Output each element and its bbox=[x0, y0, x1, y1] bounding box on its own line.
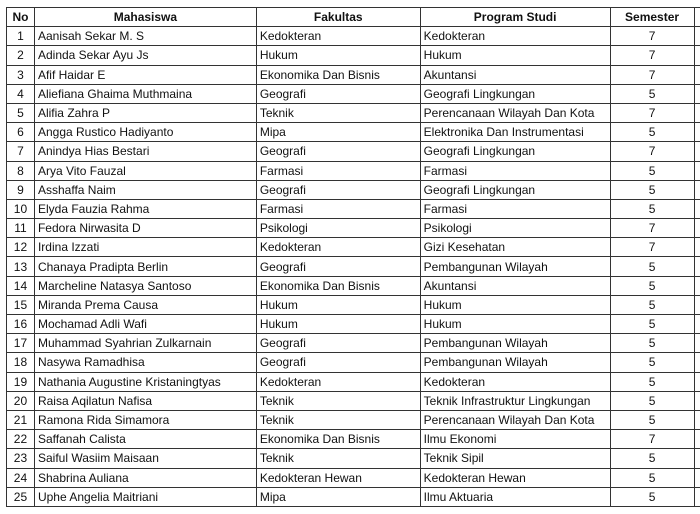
cell-no: 4 bbox=[7, 84, 35, 103]
cell-fakultas: Geografi bbox=[256, 353, 420, 372]
cell-extra bbox=[694, 487, 700, 506]
cell-program-studi: Ilmu Aktuaria bbox=[420, 487, 610, 506]
cell-program-studi: Elektronika Dan Instrumentasi bbox=[420, 123, 610, 142]
cell-mahasiswa: Ramona Rida Simamora bbox=[34, 410, 256, 429]
table-row bbox=[7, 103, 700, 122]
table-row bbox=[7, 334, 700, 353]
cell-mahasiswa: Mochamad Adli Wafi bbox=[34, 315, 256, 334]
cell-fakultas: Teknik bbox=[256, 410, 420, 429]
cell-fakultas: Geografi bbox=[256, 257, 420, 276]
cell-extra bbox=[694, 430, 700, 449]
cell-fakultas: Ekonomika Dan Bisnis bbox=[256, 65, 420, 84]
cell-semester: 5 bbox=[610, 180, 694, 199]
cell-extra bbox=[694, 372, 700, 391]
cell-program-studi: Geografi Lingkungan bbox=[420, 180, 610, 199]
cell-semester: 5 bbox=[610, 84, 694, 103]
table-row bbox=[7, 161, 700, 180]
header-fakultas: Fakultas bbox=[256, 8, 420, 27]
cell-program-studi: Pembangunan Wilayah bbox=[420, 257, 610, 276]
cell-semester: 5 bbox=[610, 372, 694, 391]
cell-fakultas: Mipa bbox=[256, 123, 420, 142]
cell-fakultas: Ekonomika Dan Bisnis bbox=[256, 276, 420, 295]
cell-fakultas: Farmasi bbox=[256, 161, 420, 180]
cell-mahasiswa: Nasywa Ramadhisa bbox=[34, 353, 256, 372]
cell-extra bbox=[694, 410, 700, 429]
cell-mahasiswa: Arya Vito Fauzal bbox=[34, 161, 256, 180]
cell-extra bbox=[694, 468, 700, 487]
cell-program-studi: Farmasi bbox=[420, 161, 610, 180]
cell-fakultas: Kedokteran bbox=[256, 27, 420, 46]
cell-semester: 7 bbox=[610, 142, 694, 161]
header-program-studi: Program Studi bbox=[420, 8, 610, 27]
cell-mahasiswa: Adinda Sekar Ayu Js bbox=[34, 46, 256, 65]
cell-extra bbox=[694, 103, 700, 122]
header-semester: Semester bbox=[610, 8, 694, 27]
cell-mahasiswa: Miranda Prema Causa bbox=[34, 295, 256, 314]
cell-mahasiswa: Uphe Angelia Maitriani bbox=[34, 487, 256, 506]
cell-program-studi: Kedokteran bbox=[420, 27, 610, 46]
cell-semester: 5 bbox=[610, 276, 694, 295]
cell-program-studi: Ilmu Ekonomi bbox=[420, 430, 610, 449]
cell-mahasiswa: Aanisah Sekar M. S bbox=[34, 27, 256, 46]
table-row bbox=[7, 295, 700, 314]
table-row bbox=[7, 468, 700, 487]
cell-program-studi: Hukum bbox=[420, 295, 610, 314]
cell-mahasiswa: Shabrina Auliana bbox=[34, 468, 256, 487]
cell-no: 5 bbox=[7, 103, 35, 122]
cell-semester: 5 bbox=[610, 257, 694, 276]
cell-mahasiswa: Alifia Zahra P bbox=[34, 103, 256, 122]
cell-program-studi: Teknik Infrastruktur Lingkungan bbox=[420, 391, 610, 410]
cell-mahasiswa: Afif Haidar E bbox=[34, 65, 256, 84]
cell-semester: 5 bbox=[610, 468, 694, 487]
cell-mahasiswa: Angga Rustico Hadiyanto bbox=[34, 123, 256, 142]
cell-program-studi: Kedokteran bbox=[420, 372, 610, 391]
cell-extra bbox=[694, 449, 700, 468]
cell-program-studi: Kedokteran Hewan bbox=[420, 468, 610, 487]
cell-no: 1 bbox=[7, 27, 35, 46]
table-header-row bbox=[7, 8, 700, 27]
table-row bbox=[7, 391, 700, 410]
cell-semester: 5 bbox=[610, 410, 694, 429]
cell-mahasiswa: Aliefiana Ghaima Muthmaina bbox=[34, 84, 256, 103]
cell-extra bbox=[694, 84, 700, 103]
cell-no: 15 bbox=[7, 295, 35, 314]
cell-program-studi: Psikologi bbox=[420, 219, 610, 238]
table-body bbox=[7, 27, 700, 507]
cell-semester: 7 bbox=[610, 27, 694, 46]
cell-semester: 5 bbox=[610, 295, 694, 314]
cell-program-studi: Gizi Kesehatan bbox=[420, 238, 610, 257]
cell-no: 13 bbox=[7, 257, 35, 276]
cell-fakultas: Psikologi bbox=[256, 219, 420, 238]
cell-no: 24 bbox=[7, 468, 35, 487]
cell-mahasiswa: Fedora Nirwasita D bbox=[34, 219, 256, 238]
table-row bbox=[7, 430, 700, 449]
cell-extra bbox=[694, 353, 700, 372]
cell-no: 18 bbox=[7, 353, 35, 372]
cell-program-studi: Hukum bbox=[420, 46, 610, 65]
cell-extra bbox=[694, 219, 700, 238]
table-row bbox=[7, 219, 700, 238]
table-row bbox=[7, 238, 700, 257]
cell-no: 23 bbox=[7, 449, 35, 468]
cell-no: 21 bbox=[7, 410, 35, 429]
cell-no: 9 bbox=[7, 180, 35, 199]
cell-extra bbox=[694, 391, 700, 410]
cell-program-studi: Perencanaan Wilayah Dan Kota bbox=[420, 103, 610, 122]
student-table bbox=[6, 7, 700, 507]
cell-mahasiswa: Chanaya Pradipta Berlin bbox=[34, 257, 256, 276]
cell-extra bbox=[694, 238, 700, 257]
table-row bbox=[7, 199, 700, 218]
table-row bbox=[7, 84, 700, 103]
cell-semester: 5 bbox=[610, 353, 694, 372]
cell-extra bbox=[694, 65, 700, 84]
cell-mahasiswa: Raisa Aqilatun Nafisa bbox=[34, 391, 256, 410]
table-row bbox=[7, 123, 700, 142]
cell-no: 2 bbox=[7, 46, 35, 65]
cell-program-studi: Geografi Lingkungan bbox=[420, 84, 610, 103]
cell-program-studi: Pembangunan Wilayah bbox=[420, 353, 610, 372]
cell-mahasiswa: Marcheline Natasya Santoso bbox=[34, 276, 256, 295]
table-row bbox=[7, 449, 700, 468]
cell-extra bbox=[694, 180, 700, 199]
cell-no: 8 bbox=[7, 161, 35, 180]
table-row bbox=[7, 180, 700, 199]
table-row bbox=[7, 65, 700, 84]
cell-mahasiswa: Asshaffa Naim bbox=[34, 180, 256, 199]
cell-program-studi: Akuntansi bbox=[420, 65, 610, 84]
cell-fakultas: Geografi bbox=[256, 84, 420, 103]
cell-fakultas: Teknik bbox=[256, 391, 420, 410]
table-row bbox=[7, 276, 700, 295]
cell-fakultas: Kedokteran Hewan bbox=[256, 468, 420, 487]
cell-fakultas: Farmasi bbox=[256, 199, 420, 218]
cell-fakultas: Mipa bbox=[256, 487, 420, 506]
cell-semester: 7 bbox=[610, 103, 694, 122]
cell-fakultas: Geografi bbox=[256, 180, 420, 199]
table-row bbox=[7, 487, 700, 506]
table-row bbox=[7, 257, 700, 276]
cell-no: 14 bbox=[7, 276, 35, 295]
cell-extra bbox=[694, 257, 700, 276]
cell-mahasiswa: Irdina Izzati bbox=[34, 238, 256, 257]
table-row bbox=[7, 27, 700, 46]
cell-fakultas: Geografi bbox=[256, 142, 420, 161]
cell-extra bbox=[694, 46, 700, 65]
cell-semester: 7 bbox=[610, 219, 694, 238]
cell-fakultas: Hukum bbox=[256, 315, 420, 334]
cell-no: 17 bbox=[7, 334, 35, 353]
cell-semester: 5 bbox=[610, 199, 694, 218]
cell-no: 16 bbox=[7, 315, 35, 334]
cell-mahasiswa: Muhammad Syahrian Zulkarnain bbox=[34, 334, 256, 353]
cell-semester: 5 bbox=[610, 161, 694, 180]
table-row bbox=[7, 315, 700, 334]
table-row bbox=[7, 372, 700, 391]
header-extra-column bbox=[694, 8, 700, 27]
header-no: No bbox=[7, 8, 35, 27]
cell-extra bbox=[694, 315, 700, 334]
cell-extra bbox=[694, 334, 700, 353]
cell-no: 25 bbox=[7, 487, 35, 506]
cell-no: 20 bbox=[7, 391, 35, 410]
cell-program-studi: Pembangunan Wilayah bbox=[420, 334, 610, 353]
table-row bbox=[7, 353, 700, 372]
cell-semester: 5 bbox=[610, 391, 694, 410]
cell-no: 19 bbox=[7, 372, 35, 391]
cell-extra bbox=[694, 142, 700, 161]
cell-extra bbox=[694, 123, 700, 142]
cell-extra bbox=[694, 27, 700, 46]
cell-semester: 5 bbox=[610, 315, 694, 334]
cell-mahasiswa: Saffanah Calista bbox=[34, 430, 256, 449]
cell-no: 22 bbox=[7, 430, 35, 449]
table-row bbox=[7, 410, 700, 429]
cell-extra bbox=[694, 276, 700, 295]
table-row bbox=[7, 46, 700, 65]
cell-fakultas: Hukum bbox=[256, 295, 420, 314]
cell-semester: 7 bbox=[610, 430, 694, 449]
cell-no: 6 bbox=[7, 123, 35, 142]
cell-extra bbox=[694, 295, 700, 314]
cell-no: 10 bbox=[7, 199, 35, 218]
cell-semester: 5 bbox=[610, 487, 694, 506]
cell-extra bbox=[694, 199, 700, 218]
cell-semester: 5 bbox=[610, 334, 694, 353]
cell-fakultas: Hukum bbox=[256, 46, 420, 65]
cell-fakultas: Ekonomika Dan Bisnis bbox=[256, 430, 420, 449]
cell-semester: 7 bbox=[610, 238, 694, 257]
cell-fakultas: Kedokteran bbox=[256, 238, 420, 257]
cell-program-studi: Geografi Lingkungan bbox=[420, 142, 610, 161]
cell-fakultas: Kedokteran bbox=[256, 372, 420, 391]
cell-program-studi: Farmasi bbox=[420, 199, 610, 218]
cell-no: 11 bbox=[7, 219, 35, 238]
cell-mahasiswa: Saiful Wasiim Maisaan bbox=[34, 449, 256, 468]
cell-fakultas: Teknik bbox=[256, 103, 420, 122]
table-row bbox=[7, 142, 700, 161]
cell-program-studi: Perencanaan Wilayah Dan Kota bbox=[420, 410, 610, 429]
student-list-sheet bbox=[6, 7, 700, 507]
cell-fakultas: Teknik bbox=[256, 449, 420, 468]
header-mahasiswa: Mahasiswa bbox=[34, 8, 256, 27]
cell-semester: 7 bbox=[610, 46, 694, 65]
cell-semester: 7 bbox=[610, 65, 694, 84]
cell-semester: 5 bbox=[610, 449, 694, 468]
cell-no: 3 bbox=[7, 65, 35, 84]
cell-mahasiswa: Elyda Fauzia Rahma bbox=[34, 199, 256, 218]
cell-semester: 5 bbox=[610, 123, 694, 142]
cell-program-studi: Hukum bbox=[420, 315, 610, 334]
cell-fakultas: Geografi bbox=[256, 334, 420, 353]
cell-mahasiswa: Nathania Augustine Kristaningtyas bbox=[34, 372, 256, 391]
cell-extra bbox=[694, 161, 700, 180]
cell-program-studi: Akuntansi bbox=[420, 276, 610, 295]
cell-mahasiswa: Anindya Hias Bestari bbox=[34, 142, 256, 161]
cell-no: 12 bbox=[7, 238, 35, 257]
cell-program-studi: Teknik Sipil bbox=[420, 449, 610, 468]
cell-no: 7 bbox=[7, 142, 35, 161]
